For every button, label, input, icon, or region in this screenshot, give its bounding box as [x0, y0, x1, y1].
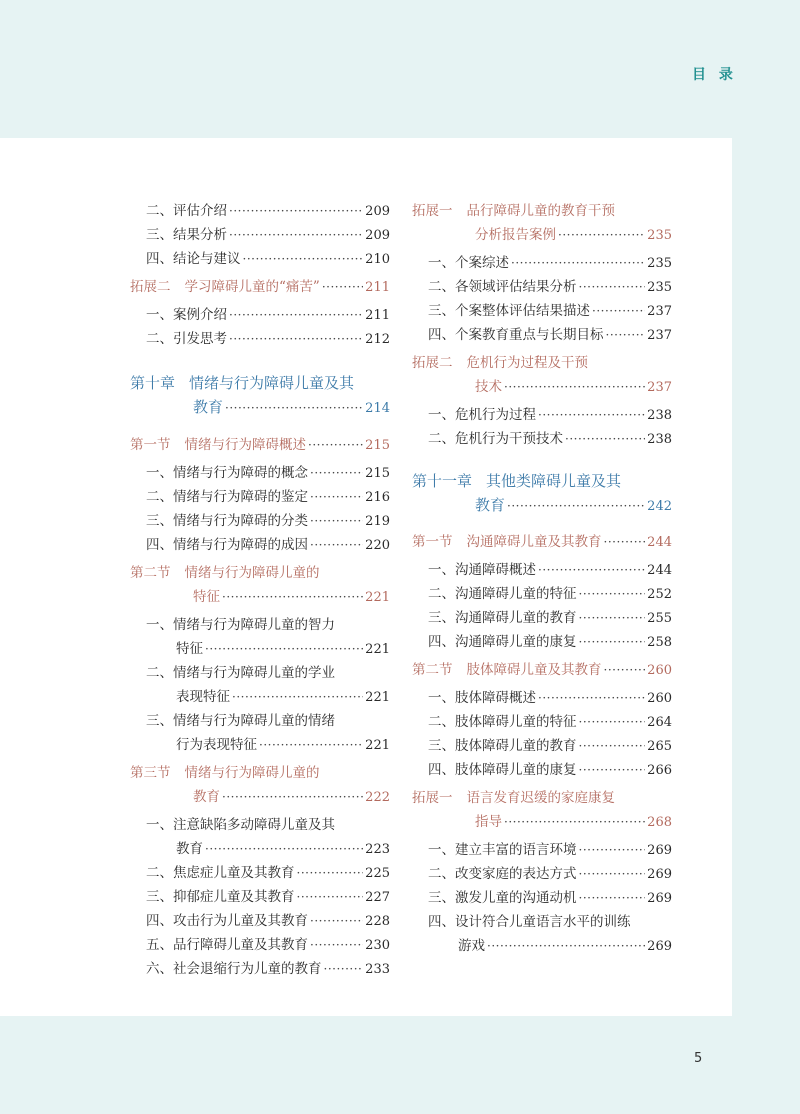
toc-entry-label: 二、情绪与行为障碍的鉴定 [146, 489, 308, 505]
toc-entry-page: 269 [647, 867, 672, 882]
toc-entry-label: 一、肢体障碍概述 [428, 690, 536, 706]
toc-entry-label: 一、个案综述 [428, 255, 509, 271]
toc-entry-item-head [130, 709, 390, 729]
toc-entry-item [412, 606, 672, 626]
toc-entry-label: 教育 [176, 841, 203, 857]
toc-entry-section-cont [130, 785, 390, 805]
toc-entry-page: 238 [647, 432, 672, 447]
toc-dot-leader [232, 690, 363, 704]
toc-entry-prefix: 第一节 [130, 437, 171, 453]
toc-dot-leader [579, 715, 646, 729]
toc-entry-page: 221 [365, 738, 390, 753]
toc-entry-page: 221 [365, 590, 390, 605]
toc-entry-prefix: 第三节 [130, 765, 171, 781]
page-number: 5 [694, 1051, 703, 1066]
toc-entry-item [130, 533, 390, 553]
toc-entry-page: 237 [647, 328, 672, 343]
toc-entry-item [412, 299, 672, 319]
toc-entry-item [412, 710, 672, 730]
toc-entry-section-head [130, 561, 390, 581]
toc-entry-page: 209 [365, 204, 390, 219]
toc-entry-label: 四、攻击行为儿童及其教育 [146, 913, 308, 929]
toc-entry-prefix: 第一节 [412, 534, 453, 550]
toc-entry-label: 五、品行障碍儿童及其教育 [146, 937, 308, 953]
toc-entry-label: 三、情绪与行为障碍的分类 [146, 513, 308, 529]
toc-entry-page: 252 [647, 587, 672, 602]
toc-entry-label: 一、沟通障碍概述 [428, 562, 536, 578]
toc-entry-item [412, 862, 672, 882]
toc-dot-leader [579, 891, 646, 905]
toc-dot-leader [229, 228, 363, 242]
toc-entry-label: 特征 [193, 589, 220, 605]
toc-dot-leader [504, 815, 645, 829]
toc-entry-label: 技术 [475, 379, 502, 395]
toc-dot-leader [205, 842, 363, 856]
toc-dot-leader [504, 380, 645, 394]
toc-entry-label: 品行障碍儿童的教育干预 [466, 203, 615, 219]
toc-entry-label: 教育 [475, 496, 506, 514]
toc-dot-leader [579, 739, 646, 753]
toc-entry-page: 223 [365, 842, 390, 857]
toc-dot-leader [310, 466, 363, 480]
toc-dot-leader [507, 499, 645, 513]
toc-entry-item [130, 933, 390, 953]
toc-dot-leader [579, 587, 646, 601]
toc-entry-section [412, 658, 672, 678]
toc-entry-item [130, 327, 390, 347]
toc-entry-label: 四、结论与建议 [146, 251, 241, 267]
toc-entry-item [412, 403, 672, 423]
toc-entry-item [412, 630, 672, 650]
toc-entry-page: 221 [365, 690, 390, 705]
toc-dot-leader [229, 204, 363, 218]
toc-entry-label: 三、抑郁症儿童及其教育 [146, 889, 295, 905]
toc-entry-label: 表现特征 [176, 689, 230, 705]
toc-entry-label: 二、评估介绍 [146, 203, 227, 219]
toc-dot-leader [229, 332, 363, 346]
toc-entry-prefix: 拓展一 [412, 203, 453, 219]
toc-entry-label: 二、沟通障碍儿童的特征 [428, 586, 577, 602]
toc-entry-label: 三、情绪与行为障碍儿童的情绪 [146, 713, 335, 729]
toc-entry-page: 260 [647, 691, 672, 706]
toc-entry-section-cont [412, 375, 672, 395]
toc-entry-item-cont [130, 733, 390, 753]
toc-dot-leader [222, 590, 363, 604]
toc-entry-item-cont [130, 685, 390, 705]
toc-dot-leader [579, 611, 646, 625]
toc-entry-label: 一、注意缺陷多动障碍儿童及其 [146, 817, 335, 833]
toc-entry-page: 235 [647, 280, 672, 295]
toc-entry-page: 264 [647, 715, 672, 730]
toc-entry-prefix: 拓展二 [412, 355, 453, 371]
toc-dot-leader [604, 535, 646, 549]
toc-entry-page: 210 [365, 252, 390, 267]
toc-entry-label: 分析报告案例 [475, 227, 556, 243]
toc-entry-item [412, 251, 672, 271]
toc-dot-leader [310, 914, 363, 928]
toc-entry-label: 四、个案教育重点与长期目标 [428, 327, 604, 343]
toc-entry-section-head [412, 786, 672, 806]
toc-dot-leader [538, 563, 645, 577]
toc-entry-section-cont [412, 223, 672, 243]
toc-entry-item-head [130, 661, 390, 681]
toc-dot-leader [579, 763, 646, 777]
toc-entry-item [412, 886, 672, 906]
toc-entry-item [412, 275, 672, 295]
toc-entry-page: 215 [365, 466, 390, 481]
toc-entry-item [412, 758, 672, 778]
toc-entry-prefix: 第十章 [130, 374, 176, 392]
toc-dot-leader [310, 538, 363, 552]
toc-entry-page: 212 [365, 332, 390, 347]
toc-dot-leader [222, 790, 363, 804]
toc-entry-section-cont [412, 810, 672, 830]
toc-entry-label: 一、建立丰富的语言环境 [428, 842, 577, 858]
toc-entry-item-head [130, 813, 390, 833]
toc-entry-label: 三、结果分析 [146, 227, 227, 243]
toc-entry-ext [130, 275, 390, 295]
toc-entry-item [130, 885, 390, 905]
toc-entry-label: 三、激发儿童的沟通动机 [428, 890, 577, 906]
toc-entry-section-head [412, 199, 672, 219]
toc-entry-item [130, 509, 390, 529]
toc-entry-item [412, 558, 672, 578]
toc-entry-item [412, 686, 672, 706]
toc-entry-item-head [130, 613, 390, 633]
toc-entry-label: 危机行为过程及干预 [466, 355, 588, 371]
toc-entry-page: 235 [647, 256, 672, 271]
toc-entry-prefix: 第二节 [130, 565, 171, 581]
toc-entry-section-cont [130, 585, 390, 605]
toc-dot-leader [579, 867, 646, 881]
toc-entry-chapter-cont [412, 494, 672, 515]
toc-entry-item [412, 323, 672, 343]
toc-entry-label: 三、肢体障碍儿童的教育 [428, 738, 577, 754]
toc-entry-label: 教育 [193, 398, 224, 416]
toc-dot-leader [308, 438, 363, 452]
toc-entry-page: 269 [647, 843, 672, 858]
toc-dot-leader [579, 280, 646, 294]
toc-entry-label: 二、引发思考 [146, 331, 227, 347]
toc-entry-label: 学习障碍儿童的“痛苦” [184, 279, 320, 295]
toc-entry-item [130, 247, 390, 267]
toc-entry-section [130, 433, 390, 453]
toc-entry-label: 游戏 [458, 938, 485, 954]
toc-dot-leader [604, 663, 646, 677]
toc-entry-page: 227 [365, 890, 390, 905]
toc-entry-item [412, 734, 672, 754]
toc-entry-page: 255 [647, 611, 672, 626]
toc-entry-label: 一、案例介绍 [146, 307, 227, 323]
toc-entry-page: 220 [365, 538, 390, 553]
toc-entry-label: 一、危机行为过程 [428, 407, 536, 423]
toc-dot-leader [243, 252, 364, 266]
toc-entry-page: 265 [647, 739, 672, 754]
toc-entry-page: 216 [365, 490, 390, 505]
toc-entry-item [412, 427, 672, 447]
toc-entry-item [130, 957, 390, 977]
toc-entry-label: 二、焦虑症儿童及其教育 [146, 865, 295, 881]
toc-entry-label: 其他类障碍儿童及其 [486, 472, 622, 490]
toc-entry-page: 266 [647, 763, 672, 778]
toc-entry-label: 一、情绪与行为障碍的概念 [146, 465, 308, 481]
toc-entry-prefix: 第二节 [412, 662, 453, 678]
toc-entry-label: 二、各领域评估结果分析 [428, 279, 577, 295]
running-header-title: 目 录 [692, 67, 737, 83]
toc-entry-label: 二、危机行为干预技术 [428, 431, 563, 447]
toc-entry-label: 六、社会退缩行为儿童的教育 [146, 961, 322, 977]
toc-entry-item [130, 303, 390, 323]
toc-entry-page: 235 [647, 228, 672, 243]
toc-entry-label: 语言发育迟缓的家庭康复 [466, 790, 615, 806]
toc-entry-label: 指导 [475, 814, 502, 830]
toc-entry-page: 221 [365, 642, 390, 657]
toc-entry-item [130, 485, 390, 505]
toc-entry-page: 242 [647, 499, 672, 514]
toc-entry-page: 244 [647, 535, 672, 550]
toc-dot-leader [565, 432, 645, 446]
toc-dot-leader [579, 843, 646, 857]
toc-entry-item [130, 861, 390, 881]
toc-entry-page: 211 [365, 280, 390, 295]
toc-dot-leader [297, 866, 364, 880]
toc-entry-page: 260 [647, 663, 672, 678]
toc-entry-item [130, 461, 390, 481]
toc-entry-prefix: 拓展一 [412, 790, 453, 806]
toc-dot-leader [259, 738, 363, 752]
toc-entry-chapter [130, 372, 390, 393]
toc-entry-label: 四、设计符合儿童语言水平的训练 [428, 914, 631, 930]
toc-entry-page: 209 [365, 228, 390, 243]
toc-entry-item [130, 909, 390, 929]
toc-entry-page: 230 [365, 938, 390, 953]
toc-entry-item-cont [130, 637, 390, 657]
toc-entry-label: 一、情绪与行为障碍儿童的智力 [146, 617, 335, 633]
toc-entry-item-head [412, 910, 672, 930]
toc-entry-page: 238 [647, 408, 672, 423]
toc-dot-leader [579, 635, 646, 649]
toc-entry-item-cont [412, 934, 672, 954]
toc-dot-leader [324, 962, 364, 976]
toc-entry-page: 269 [647, 939, 672, 954]
toc-dot-leader [606, 328, 646, 342]
toc-dot-leader [558, 228, 645, 242]
toc-dot-leader [511, 256, 645, 270]
toc-dot-leader [229, 308, 363, 322]
toc-entry-label: 四、情绪与行为障碍的成因 [146, 537, 308, 553]
toc-dot-leader [538, 408, 645, 422]
toc-entry-item [130, 223, 390, 243]
toc-entry-page: 211 [365, 308, 390, 323]
toc-entry-label: 情绪与行为障碍儿童的 [184, 765, 320, 781]
toc-entry-label: 二、肢体障碍儿童的特征 [428, 714, 577, 730]
toc-dot-leader [592, 304, 645, 318]
toc-dot-leader [310, 514, 363, 528]
toc-entry-page: 269 [647, 891, 672, 906]
toc-entry-item [412, 838, 672, 858]
toc-entry-label: 三、沟通障碍儿童的教育 [428, 610, 577, 626]
toc-dot-leader [225, 401, 363, 415]
toc-entry-prefix: 第十一章 [412, 472, 473, 490]
toc-entry-chapter-cont [130, 396, 390, 417]
toc-entry-page: 237 [647, 380, 672, 395]
toc-entry-prefix: 拓展二 [130, 279, 171, 295]
toc-entry-page: 228 [365, 914, 390, 929]
toc-entry-label: 特征 [176, 641, 203, 657]
toc-dot-leader [538, 691, 645, 705]
toc-entry-page: 215 [365, 438, 390, 453]
toc-entry-label: 四、肢体障碍儿童的康复 [428, 762, 577, 778]
toc-dot-leader [205, 642, 363, 656]
toc-entry-label: 四、沟通障碍儿童的康复 [428, 634, 577, 650]
toc-entry-page: 233 [365, 962, 390, 977]
toc-entry-section-head [130, 761, 390, 781]
toc-entry-page: 258 [647, 635, 672, 650]
toc-entry-page: 225 [365, 866, 390, 881]
toc-dot-leader [322, 280, 363, 294]
toc-entry-page: 244 [647, 563, 672, 578]
toc-entry-label: 沟通障碍儿童及其教育 [466, 534, 602, 550]
toc-dot-leader [310, 938, 363, 952]
toc-entry-label: 行为表现特征 [176, 737, 257, 753]
toc-dot-leader [297, 890, 364, 904]
toc-entry-item-cont [130, 837, 390, 857]
toc-entry-item [130, 199, 390, 219]
toc-entry-page: 219 [365, 514, 390, 529]
toc-entry-label: 情绪与行为障碍儿童及其 [189, 374, 355, 392]
toc-entry-label: 三、个案整体评估结果描述 [428, 303, 590, 319]
toc-entry-page: 222 [365, 790, 390, 805]
toc-entry-page: 237 [647, 304, 672, 319]
toc-entry-label: 肢体障碍儿童及其教育 [466, 662, 602, 678]
toc-entry-section [412, 530, 672, 550]
toc-entry-item [412, 582, 672, 602]
toc-entry-page: 214 [365, 401, 390, 416]
toc-entry-section-head [412, 351, 672, 371]
toc-entry-label: 情绪与行为障碍概述 [184, 437, 306, 453]
toc-dot-leader [310, 490, 363, 504]
toc-dot-leader [487, 939, 645, 953]
toc-entry-label: 情绪与行为障碍儿童的 [184, 565, 320, 581]
toc-entry-chapter [412, 470, 672, 491]
toc-entry-label: 教育 [193, 789, 220, 805]
toc-entry-page: 268 [647, 815, 672, 830]
toc-entry-label: 二、情绪与行为障碍儿童的学业 [146, 665, 335, 681]
toc-entry-label: 二、改变家庭的表达方式 [428, 866, 577, 882]
